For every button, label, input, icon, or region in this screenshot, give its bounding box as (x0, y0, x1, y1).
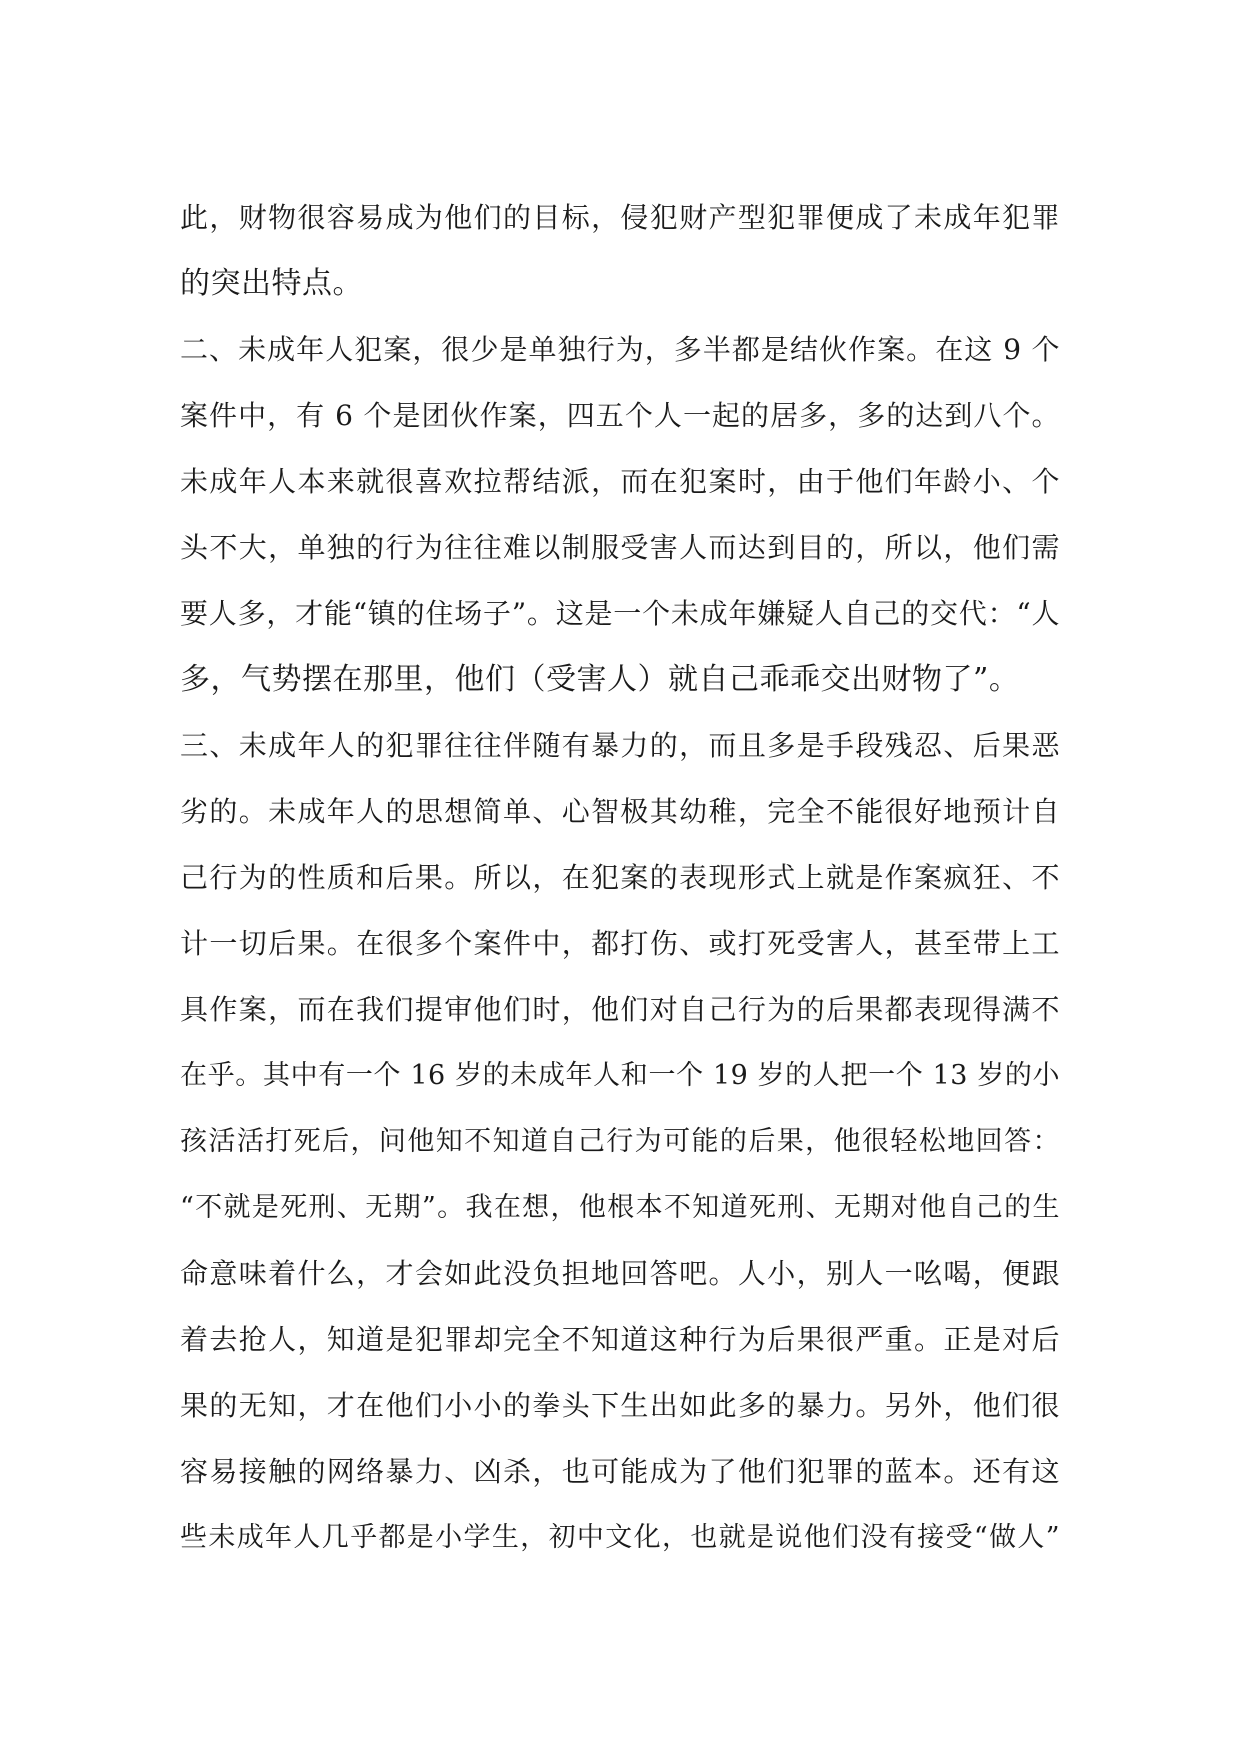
text-line: 三、未成年人的犯罪往往伴随有暴力的，而且多是手段残忍、后果恶 (180, 729, 1060, 762)
text-line: 容易接触的网络暴力、凶杀，也可能成为了他们犯罪的蓝本。还有这 (180, 1455, 1060, 1488)
body-text (180, 185, 1060, 1571)
text-line: 案件中，有 6 个是团伙作案，四五个人一起的居多，多的达到八个。 (180, 399, 1060, 432)
text-line: 的突出特点。 (180, 266, 363, 301)
text-line: 着去抢人，知道是犯罪却完全不知道这种行为后果很严重。正是对后 (180, 1323, 1060, 1356)
text-line: 些未成年人几乎都是小学生，初中文化，也就是说他们没有接受“做人” (180, 1522, 1060, 1553)
text-line: 此，财物很容易成为他们的目标，侵犯财产型犯罪便成了未成年犯罪 (180, 201, 1060, 234)
text-line: 头不大，单独的行为往往难以制服受害人而达到目的，所以，他们需 (180, 531, 1060, 564)
text-line: 具作案，而在我们提审他们时，他们对自己行为的后果都表现得满不 (180, 993, 1060, 1026)
text-line: 二、未成年人犯案，很少是单独行为，多半都是结伙作案。在这 9 个 (180, 333, 1060, 366)
text-line: 未成年人本来就很喜欢拉帮结派，而在犯案时，由于他们年龄小、个 (180, 465, 1060, 498)
text-line: 果的无知，才在他们小小的拳头下生出如此多的暴力。另外，他们很 (180, 1389, 1060, 1422)
text-line: 在乎。其中有一个 16 岁的未成年人和一个 19 岁的人把一个 13 岁的小 (180, 1060, 1060, 1091)
text-line: 多，气势摆在那里，他们（受害人）就自己乖乖交出财物了”。 (180, 662, 1020, 697)
text-line: 孩活活打死后，问他知不知道自己行为可能的后果，他很轻松地回答： (180, 1126, 1060, 1157)
text-line: 要人多，才能“镇的住场子”。这是一个未成年嫌疑人自己的交代：“人 (180, 597, 1060, 630)
text-line: 劣的。未成年人的思想简单、心智极其幼稚，完全不能很好地预计自 (180, 795, 1060, 828)
text-line: 己行为的性质和后果。所以，在犯案的表现形式上就是作案疯狂、不 (180, 861, 1060, 894)
text-line: “不就是死刑、无期”。我在想，他根本不知道死刑、无期对他自己的生 (180, 1192, 1060, 1223)
text-line: 计一切后果。在很多个案件中，都打伤、或打死受害人，甚至带上工 (180, 927, 1060, 960)
text-line: 命意味着什么，才会如此没负担地回答吧。人小，别人一吆喝，便跟 (180, 1257, 1060, 1290)
